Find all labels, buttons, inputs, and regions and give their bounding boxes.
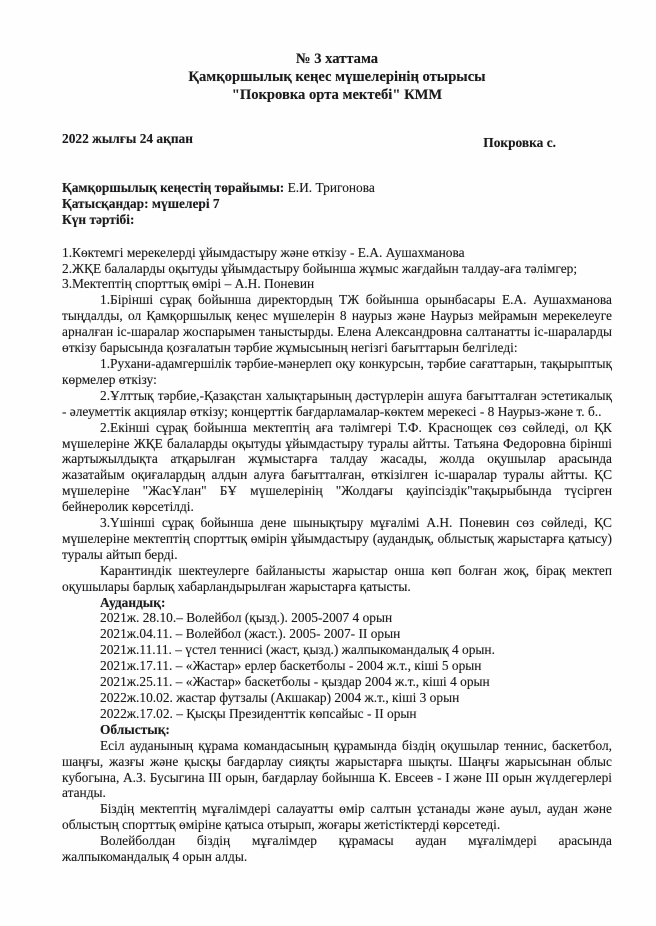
- document-title-block: [62, 50, 612, 104]
- body-paragraph: 1.Бірінші сұрақ бойынша директордың ТЖ бойынша орынбасары Е.А. Аушахманова тыңдалды, ол Қамқоршылық кеңес мүшелерін 8 наурыз және Наурыз мейрамын мерекелеуге арналған іс-шаралар жоспарымен таныстырды. Елена Александровна салтанатты іс-шараларды өткізу барысында қозғалатын тәрбие жұмысының негізгі бағыттарын белгіледі:: [62, 292, 612, 356]
- body-paragraph: 2.Екінші сұрақ бойынша мектептің аға тәлімгері Т.Ф. Краснощек сөз сөйледі, ол ҚК мүшелеріне ЖҚЕ балаларды оқытуды ұйымдастыру туралы айтты. Татьяна Федоровна бірінші жартыжылдықта атқарылған жұмыстарға талдау жасады, жолда оқушылар арасында жазатайым оқиғалардың алдын алуға бағытталған, өткізілген іс-шаралар туралы айтты. ҚС мүшелеріне "ЖасҰлан" БҰ мүшелерінің "Жолдағы қауіпсіздік"тақырыбында түсірген бейнеролик көрсетілді.: [62, 419, 612, 515]
- district-results-heading: Аудандық:: [100, 594, 166, 610]
- attendees-line: Қатысқандар: мүшелері 7: [62, 195, 220, 211]
- regional-paragraph: Есіл ауданының құрама командасының құрамында біздің оқушылар теннис, баскетбол, шаңғы, жазғы және қысқы бағдарлау сияқты жарыстарға шықты. Шаңғы жарысынан облыс кубогына, А.З. Бусыгина III орын, бағдарлау бойынша К. Евсеев - I және III орын жүлдегерлері атанды.: [62, 737, 612, 801]
- body-paragraph: Карантиндік шектеулерге байланысты жарыстар онша көп болған жоқ, бірақ мектеп оқушылары барлық хабарландырылған жарыстарға қатысты.: [62, 562, 612, 594]
- chairperson-line: [62, 180, 612, 196]
- meeting-meta: [62, 180, 612, 228]
- chairperson-name: Е.И. Тригонова: [287, 179, 375, 195]
- agenda-item: 3.Мектептің спорттық өмірі – А.Н. Поневин: [62, 276, 315, 292]
- body-paragraph: 3.Үшінші сұрақ бойынша дене шынықтыру мұғалімі А.Н. Поневин сөз сөйледі, ҚС мүшелеріне мектептің спорттық өмірін ұйымдастыру (аудандық, облыстық жарыстарға қатысу) туралы айтып берді.: [62, 515, 612, 562]
- agenda-item: 1.Көктемгі мерекелерді ұйымдастыру және өткізу - Е.А. Аушахманова: [62, 244, 465, 260]
- date-place-row: [62, 131, 612, 151]
- district-result-line: 2021ж.11.11. – үстел теннисі (жаст, қызд.) жалпыкомандалық 4 орын.: [100, 642, 495, 658]
- district-result-line: 2022ж.17.02. – Қысқы Президенттік көпсайыс - II орын: [100, 705, 417, 721]
- chairperson-label: Қамқоршылық кеңестің төрайымы:: [62, 179, 285, 195]
- meeting-title: Қамқоршылық кеңес мүшелерінің отырысы: [188, 69, 486, 85]
- regional-paragraph: Біздің мектептің мұғалімдері салауатты өмір салтын ұстанады және ауыл, аудан және облыстың спорттық өміріне қатыса отырып, жоғары жетістіктерді көрсетеді.: [62, 801, 612, 833]
- protocol-body: [62, 292, 612, 865]
- regional-results-heading: Облыстық:: [100, 721, 170, 737]
- body-paragraph: 2.Ұлттық тәрбие,-Қазақстан халықтарының дәстүрлерін ашуға бағытталған эстетикалық - әлеуметтік акциялар өткізу; концерттік бағдарламалар-көктем мерекесі - 8 Наурыз-және т. б..: [62, 387, 612, 419]
- organization-name: "Покровка орта мектебі" КММ: [231, 87, 443, 103]
- body-paragraph: 1.Рухани-адамгершілік тәрбие-мәнерлеп оқу конкурсын, тәрбие сағаттарын, тақырыптық көрмелер өткізу:: [62, 355, 612, 387]
- document-date: 2022 жылғы 24 ақпан: [62, 131, 193, 146]
- agenda-heading: Күн тәртібі:: [62, 211, 135, 227]
- protocol-number: № 3 хаттама: [295, 51, 379, 67]
- district-result-line: 2021ж.25.11. – «Жастар» баскетболы - қыздар 2004 ж.т., кіші 4 орын: [100, 674, 490, 690]
- district-result-line: 2021ж.17.11. – «Жастар» ерлер баскетболы - 2004 ж.т., кіші 5 орын: [100, 658, 482, 674]
- district-result-line: 2021ж. 28.10.– Волейбол (қызд.). 2005-2007 4 орын: [100, 610, 393, 626]
- agenda-item: 2.ЖҚЕ балаларды оқытуды ұйымдастыру бойынша жұмыс жағдайын талдау-аға тәлімгер;: [62, 260, 578, 276]
- document-place: Покровка с.: [483, 135, 556, 150]
- district-result-line: 2022ж.10.02. жастар футзалы (Акшакар) 2004 ж.т., кіші 3 орын: [100, 690, 460, 705]
- regional-paragraph: Волейболдан біздің мұғалімдер құрамасы аудан мұғалімдері арасында жалпыкомандалық 4 орын алды.: [62, 833, 612, 865]
- agenda-list: [62, 245, 612, 293]
- district-result-line: 2021ж.04.11. – Волейбол (жаст.). 2005- 2007- II орын: [100, 626, 401, 642]
